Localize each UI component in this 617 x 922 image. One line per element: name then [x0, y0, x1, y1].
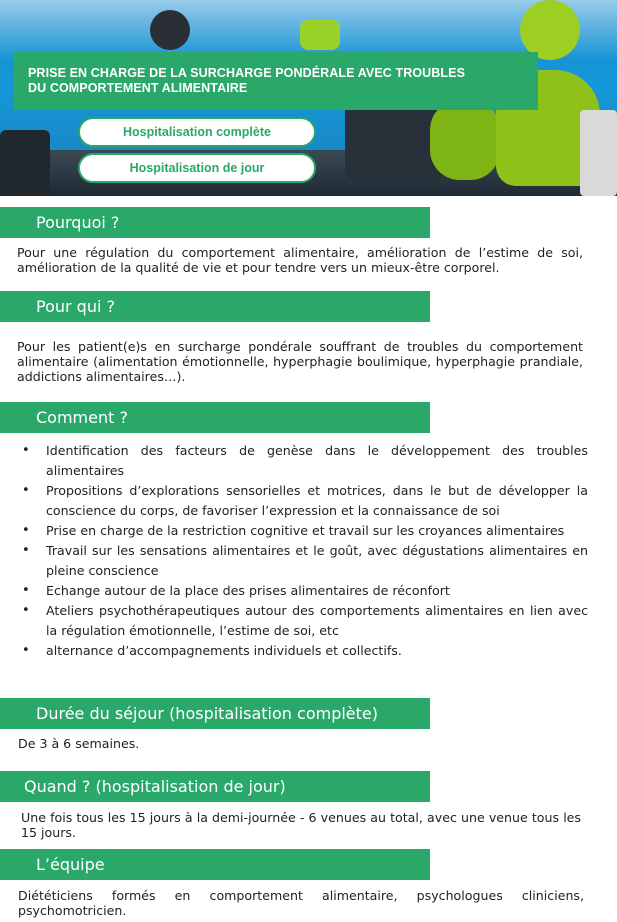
hero-photo-equipment — [300, 20, 340, 50]
list-item: • Identification des facteurs de genèse dans le développement des troubles alimentaires — [0, 441, 600, 481]
hero-photo-machine — [0, 130, 50, 196]
hero-photo-person — [150, 10, 190, 50]
page-title-line: PRISE EN CHARGE DE LA SURCHARGE PONDÉRALE AVEC TROUBLES — [28, 66, 466, 80]
hero-photo-cabinet — [580, 110, 617, 196]
page-title-line: DU COMPORTEMENT ALIMENTAIRE — [28, 81, 248, 95]
hero-photo-seat — [430, 100, 500, 180]
hero-banner — [0, 0, 617, 196]
section-text-duree: De 3 à 6 semaines. — [18, 736, 140, 751]
page-title — [14, 52, 538, 110]
section-text-pourquoi: Pour une régulation du comportement alimentaire, amélioration de l’estime de soi, amélioration de la qualité de vie et pour tendre vers un mieux-être corporel. — [17, 245, 583, 275]
list-item: • Travail sur les sensations alimentaires et le goût, avec dégustations alimentaires en pleine conscience — [0, 541, 600, 581]
section-heading-pour-qui: Pour qui ? — [0, 291, 430, 322]
section-heading-duree: Durée du séjour (hospitalisation complète) — [0, 698, 430, 729]
comment-list — [0, 441, 600, 661]
section-text-pour-qui: Pour les patient(e)s en surcharge pondérale souffrant de troubles du comportement alimentaire (alimentation émotionnelle, hyperphagie boulimique, hyperphagie prandiale, addictions alimentaires…). — [17, 339, 583, 384]
list-item: • Propositions d’explorations sensorielles et motrices, dans le but de développer la conscience du corps, de favoriser l’expression et la connaissance de soi — [0, 481, 600, 521]
section-text-equipe: Diététiciens formés en comportement alimentaire, psychologues cliniciens, psychomotricien. — [18, 888, 584, 918]
section-heading-pourquoi: Pourquoi ? — [0, 207, 430, 238]
hospitalisation-complete-button[interactable]: Hospitalisation complète — [78, 117, 316, 147]
list-item: • Prise en charge de la restriction cognitive et travail sur les croyances alimentaires — [0, 521, 600, 541]
section-heading-quand: Quand ? (hospitalisation de jour) — [0, 771, 430, 802]
list-item: • alternance d’accompagnements individuels et collectifs. — [0, 641, 600, 661]
hero-photo-equipment — [520, 0, 580, 60]
section-heading-comment: Comment ? — [0, 402, 430, 433]
section-heading-equipe: L’équipe — [0, 849, 430, 880]
section-text-quand: Une fois tous les 15 jours à la demi-journée - 6 venues au total, avec une venue tous les 15 jours. — [21, 810, 581, 840]
hospitalisation-de-jour-button[interactable]: Hospitalisation de jour — [78, 153, 316, 183]
list-item: • Ateliers psychothérapeutiques autour des comportements alimentaires en lien avec la régulation émotionnelle, l’estime de soi, etc — [0, 601, 600, 641]
list-item: • Echange autour de la place des prises alimentaires de réconfort — [0, 581, 600, 601]
